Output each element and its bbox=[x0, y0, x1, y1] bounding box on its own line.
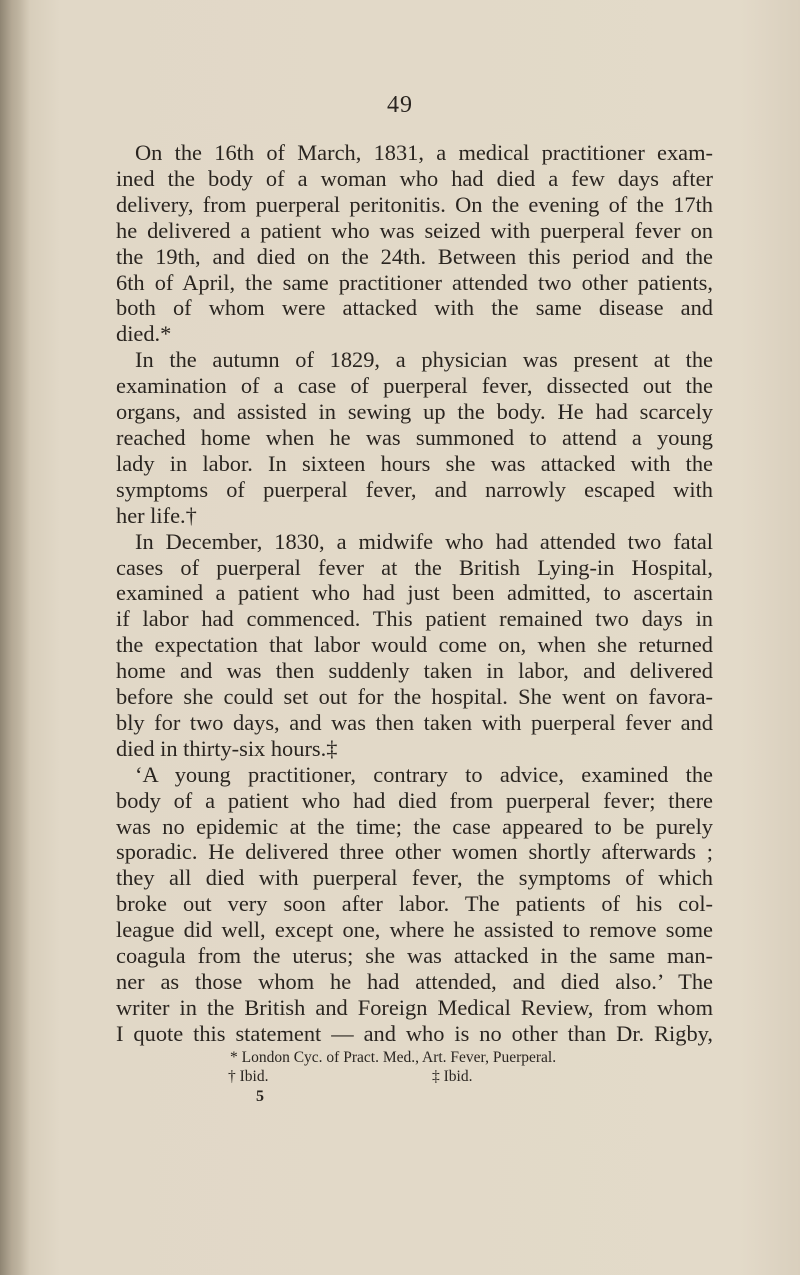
text-line: ‘A young practitioner, contrary to advice, examined the bbox=[135, 761, 713, 787]
signature-mark: 5 bbox=[256, 1088, 264, 1105]
text-line: In December, 1830, a midwife who had attended two fatal bbox=[135, 528, 713, 554]
text-line: league did well, except one, where he assisted to remove some bbox=[116, 917, 713, 943]
text-line: sporadic. He delivered three other women shortly afterwards ; bbox=[116, 839, 713, 865]
text-line: if labor had commenced. This patient remained two days in bbox=[116, 606, 713, 632]
text-line: On the 16th of March, 1831, a medical practitioner exam- bbox=[135, 140, 713, 165]
text-line: the 19th, and died on the 24th. Between this period and the bbox=[116, 243, 713, 269]
text-line: bly for two days, and was then taken with puerperal fever and bbox=[116, 709, 713, 735]
body-text bbox=[116, 140, 713, 1047]
text-line: In the autumn of 1829, a physician was present at the bbox=[135, 347, 713, 373]
text-line: before she could set out for the hospital. She went on favora- bbox=[116, 684, 713, 710]
text-line: symptoms of puerperal fever, and narrowly escaped with bbox=[116, 476, 713, 502]
text-line: lady in labor. In sixteen hours she was attacked with the bbox=[116, 450, 713, 476]
footnote-1: * London Cyc. of Pract. Med., Art. Fever, Puerperal. bbox=[230, 1049, 557, 1066]
text-line: home and was then suddenly taken in labor, and delivered bbox=[116, 658, 713, 684]
text-line: the expectation that labor would come on, when she returned bbox=[116, 632, 713, 658]
text-line: died.* bbox=[116, 321, 172, 347]
page-gutter-shadow bbox=[0, 0, 30, 1275]
text-line: examined a patient who had just been admitted, to ascertain bbox=[116, 580, 713, 606]
text-line: was no epidemic at the time; the case appeared to be purely bbox=[116, 813, 713, 839]
text-line: ined the body of a woman who had died a few days after bbox=[116, 165, 713, 191]
text-line: both of whom were attacked with the same disease and bbox=[116, 295, 713, 321]
text-line: 6th of April, the same practitioner attended two other patients, bbox=[116, 269, 713, 295]
text-line: organs, and assisted in sewing up the body. He had scarcely bbox=[116, 399, 713, 425]
text-line: body of a patient who had died from puerperal fever; there bbox=[116, 787, 713, 813]
footnote-2: † Ibid. bbox=[228, 1068, 269, 1085]
text-line: examination of a case of puerperal fever, dissected out the bbox=[116, 373, 713, 399]
text-line: her life.† bbox=[116, 502, 197, 528]
text-line: delivery, from puerperal peritonitis. On the evening of the 17th bbox=[116, 191, 713, 217]
text-line: he delivered a patient who was seized with puerperal fever on bbox=[116, 217, 713, 243]
text-line: I quote this statement — and who is no other than Dr. Rigby, bbox=[116, 1020, 713, 1046]
text-line: broke out very soon after labor. The patients of his col- bbox=[116, 891, 713, 917]
text-line: they all died with puerperal fever, the symptoms of which bbox=[116, 865, 713, 891]
text-line: cases of puerperal fever at the British Lying-in Hospital, bbox=[116, 554, 713, 580]
page-number: 49 bbox=[387, 92, 413, 118]
text-line: reached home when he was summoned to attend a young bbox=[116, 424, 713, 450]
text-line: writer in the British and Foreign Medical Review, from whom bbox=[116, 994, 713, 1020]
text-line: died in thirty-six hours.‡ bbox=[116, 735, 338, 761]
text-line: coagula from the uterus; she was attacked in the same man- bbox=[116, 943, 713, 969]
footnote-3: ‡ Ibid. bbox=[432, 1068, 473, 1085]
text-line: ner as those whom he had attended, and died also.’ The bbox=[116, 969, 713, 994]
